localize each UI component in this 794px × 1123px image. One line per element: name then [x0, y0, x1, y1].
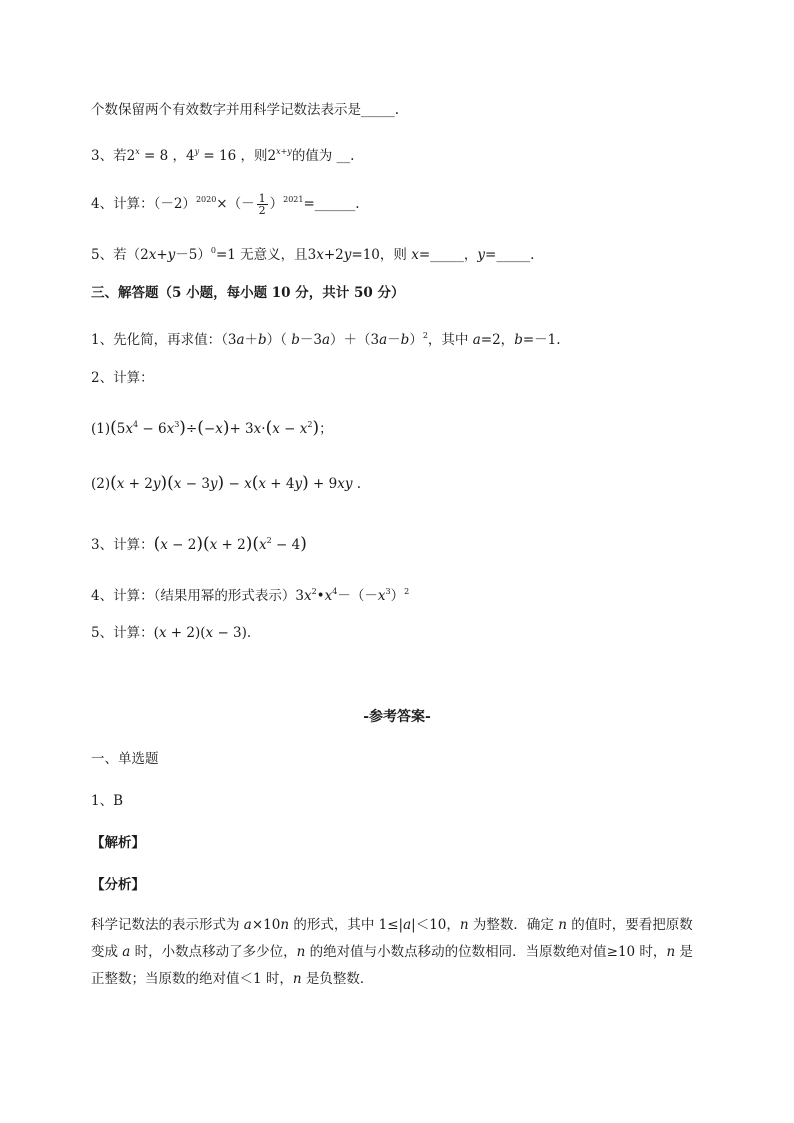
q4-exp2: 2021: [283, 195, 304, 204]
q5-v1: x: [148, 247, 157, 263]
a-n2: n: [459, 917, 469, 933]
p1-a3: a: [379, 332, 388, 348]
p22-v7: y: [294, 476, 303, 492]
p3-e1: 2: [266, 536, 272, 545]
p22-t2: − 3: [181, 476, 210, 492]
p21-label: (1): [91, 421, 111, 437]
a-l1b: ×10: [251, 917, 281, 933]
p3-t3: − 4: [271, 537, 301, 553]
p4-e2: 4: [332, 587, 338, 596]
p21-e3: 2: [307, 420, 313, 429]
analysis-line-1: [91, 912, 741, 939]
p5-v2: x: [205, 625, 214, 641]
q4-times: ×（－: [216, 196, 255, 212]
q5-v6: y: [477, 247, 486, 263]
analysis-paragraph: [91, 912, 741, 993]
q5-v5: x: [411, 247, 419, 263]
p4-dot: •: [316, 588, 325, 604]
p21-v4: x: [253, 421, 262, 437]
p21-e1: 4: [132, 420, 139, 429]
p4-e1: 2: [311, 587, 317, 596]
q4-numerator: 1: [258, 192, 266, 205]
p1-t3: －3: [299, 332, 322, 348]
p22-t4: + 4: [265, 476, 295, 492]
p4-e3: 3: [385, 587, 391, 596]
p21-e2: 3: [174, 420, 180, 429]
a-n5: n: [666, 944, 676, 960]
question-3: [91, 142, 354, 166]
a-l1d: |＜10，: [411, 917, 460, 933]
p21-t1: 5: [116, 421, 126, 437]
a-l1e: 为整数．确定: [468, 917, 559, 933]
a-a: a: [243, 917, 252, 933]
p1-exp: 2: [422, 331, 428, 340]
q4-suffix: =______.: [303, 196, 360, 212]
q3-base2: 4: [185, 148, 195, 164]
q3-eq2: = 16 ，则: [199, 148, 268, 164]
q3-prefix: 3、若: [91, 148, 127, 164]
q4-denominator: 2: [258, 204, 266, 217]
p5-t2: − 3: [213, 625, 242, 641]
problem-2-title: 2、计算：: [91, 370, 154, 386]
p21-t5: + 3: [229, 421, 254, 437]
q5-exp: 0: [210, 246, 216, 255]
p1-a4: a: [472, 332, 481, 348]
p3-v2: x: [209, 537, 218, 553]
a-n6: n: [292, 971, 302, 987]
question-4: [91, 190, 360, 216]
q4-exp1: 2020: [195, 195, 217, 204]
p4-t1: －（－: [337, 588, 378, 604]
p3-t2: + 2: [217, 537, 246, 553]
p1-t7: =2，: [480, 332, 515, 348]
q5-v3: x: [316, 247, 324, 263]
p22-v2: y: [152, 476, 161, 492]
q3-base3: 2: [267, 148, 277, 164]
a-l1a: 科学记数法的表示形式为: [91, 917, 244, 933]
p5-suffix: .: [246, 625, 252, 641]
a-l1f: 的值时，要看把原数: [566, 917, 693, 933]
p4-t2: ）: [390, 588, 405, 604]
p22-v4: y: [209, 476, 218, 492]
p1-b3: b: [400, 332, 410, 348]
q5-v2: y: [167, 247, 176, 263]
q5-t2: +: [156, 247, 168, 263]
q3-base1: 2: [126, 148, 136, 164]
a-n3: n: [558, 917, 567, 933]
p1-t6: ，其中: [427, 332, 473, 348]
a-a3: a: [122, 944, 131, 960]
p21-v5: x: [272, 421, 280, 437]
q4-close: ）: [269, 196, 284, 212]
q5-t5: +2: [323, 247, 344, 263]
q5-v4: y: [343, 247, 352, 263]
p1-b2: b: [291, 332, 300, 348]
p4-v3: x: [377, 588, 386, 604]
answer-section-1: 一、单选题: [91, 751, 159, 767]
q4-prefix: 4、计算：（－2）: [91, 196, 196, 212]
q3-suffix: 的值为 __.: [291, 148, 355, 164]
p1-b4: b: [514, 332, 523, 348]
p22-suffix: .: [356, 476, 362, 492]
problem-2-1: $(1)(5x^4 - 6x^3)\div(-x)+ 3x\cdot(x - x^2)$；: [91, 418, 333, 438]
p22-v5: x: [244, 476, 252, 492]
a-l2c: 的绝对值与小数点移动的位数相同．当原数绝对值≥10 时，: [305, 944, 667, 960]
q5-t7: =_____，: [418, 247, 478, 263]
p22-t3: −: [224, 476, 245, 492]
a-l3a: 正整数；当原数的绝对值＜1 时，: [91, 971, 293, 987]
q5-t1: 5、若（2: [91, 247, 149, 263]
question-5: [91, 241, 534, 265]
p1-t2: ）（: [266, 332, 292, 348]
p3-v3: x: [259, 537, 267, 553]
p5-v1: x: [158, 625, 167, 641]
p1-t4: ）＋（3: [330, 332, 380, 348]
problem-5: 5、计算：(x + 2)(x − 3).: [91, 625, 252, 641]
p22-v6: x: [258, 476, 266, 492]
p1-a1: a: [236, 332, 245, 348]
q5-t4: =1 无意义，且3: [215, 247, 317, 263]
p1-plus: ＋: [244, 332, 258, 348]
p21-t4: −: [203, 421, 216, 437]
p3-v1: x: [160, 537, 168, 553]
p21-t7: −: [279, 421, 300, 437]
problem-4: [91, 582, 409, 606]
problem-1: [91, 326, 561, 350]
p21-v2: x: [166, 421, 175, 437]
p21-t3: ÷: [185, 421, 198, 437]
p21-suffix: ；: [319, 421, 333, 437]
a-l2b: 时，小数点移动了多少位，: [130, 944, 297, 960]
a-l2d: 是: [675, 944, 693, 960]
p21-v6: x: [299, 421, 308, 437]
p22-v8: xy: [337, 476, 353, 492]
p4-v2: x: [324, 588, 333, 604]
a-l3b: 是负整数．: [301, 971, 374, 987]
p4-e4: 2: [404, 587, 410, 596]
a-l1c: 的形式，其中 1≤|: [289, 917, 404, 933]
q5-t6: =10，则: [351, 247, 412, 263]
p22-t5: + 9: [308, 476, 338, 492]
p1-t8: =－1.: [522, 332, 561, 348]
a-n4: n: [296, 944, 306, 960]
answer-title: -参考答案-: [363, 709, 431, 725]
a-l2a: 变成: [91, 944, 123, 960]
q5-t8: =_____.: [485, 247, 535, 263]
p5-t1: + 2: [166, 625, 195, 641]
p22-label: (2): [91, 476, 111, 492]
q3-exp1: x: [135, 147, 140, 156]
q4-fraction: [257, 193, 268, 216]
a-a2: a: [403, 917, 412, 933]
q5-t3: －5）: [175, 247, 211, 263]
a-n1: n: [280, 917, 290, 933]
p22-v1: x: [116, 476, 125, 492]
fenxi-label: 【分析】: [91, 877, 145, 893]
q3-exp3: x+y: [276, 147, 292, 156]
jiexi-label: 【解析】: [91, 835, 145, 851]
p3-t1: − 2: [167, 537, 197, 553]
intro-line: 个数保留两个有效数字并用科学记数法表示是_____.: [91, 102, 400, 118]
section-3-title: 三、解答题（5 小题，每小题 10 分，共计 50 分）: [91, 285, 405, 301]
q3-exp2: y: [194, 147, 200, 156]
problem-2-2: (2)(x + 2y)(x − 3y) − x(x + 4y) + 9xy .: [91, 473, 362, 493]
p21-t2: − 6: [138, 421, 167, 437]
p1-minus: －: [387, 332, 401, 348]
p1-a2: a: [321, 332, 331, 348]
p1-b1: b: [258, 332, 267, 348]
p1-t1: 1、先化简，再求值：（3: [91, 332, 237, 348]
p5-prefix: 5、计算：: [91, 625, 154, 641]
analysis-line-3: [91, 966, 741, 993]
p4-prefix: 4、计算：（结果用幂的形式表示）3: [91, 588, 304, 604]
answer-1: 1、B: [91, 793, 124, 809]
q3-eq1: = 8 ，: [139, 148, 186, 164]
p4-v1: x: [303, 588, 312, 604]
p21-v3: x: [215, 421, 223, 437]
p21-v1: x: [125, 421, 133, 437]
p22-v3: x: [173, 476, 182, 492]
analysis-line-2: [91, 939, 741, 966]
p1-t5: ）: [409, 332, 423, 348]
problem-3: 3、计算：$(x - 2)(x + 2)(x^2 - 4)$: [91, 534, 307, 554]
p3-prefix: 3、计算：: [91, 537, 154, 553]
p21-t6: ·: [261, 421, 266, 437]
p22-t1: + 2: [124, 476, 153, 492]
